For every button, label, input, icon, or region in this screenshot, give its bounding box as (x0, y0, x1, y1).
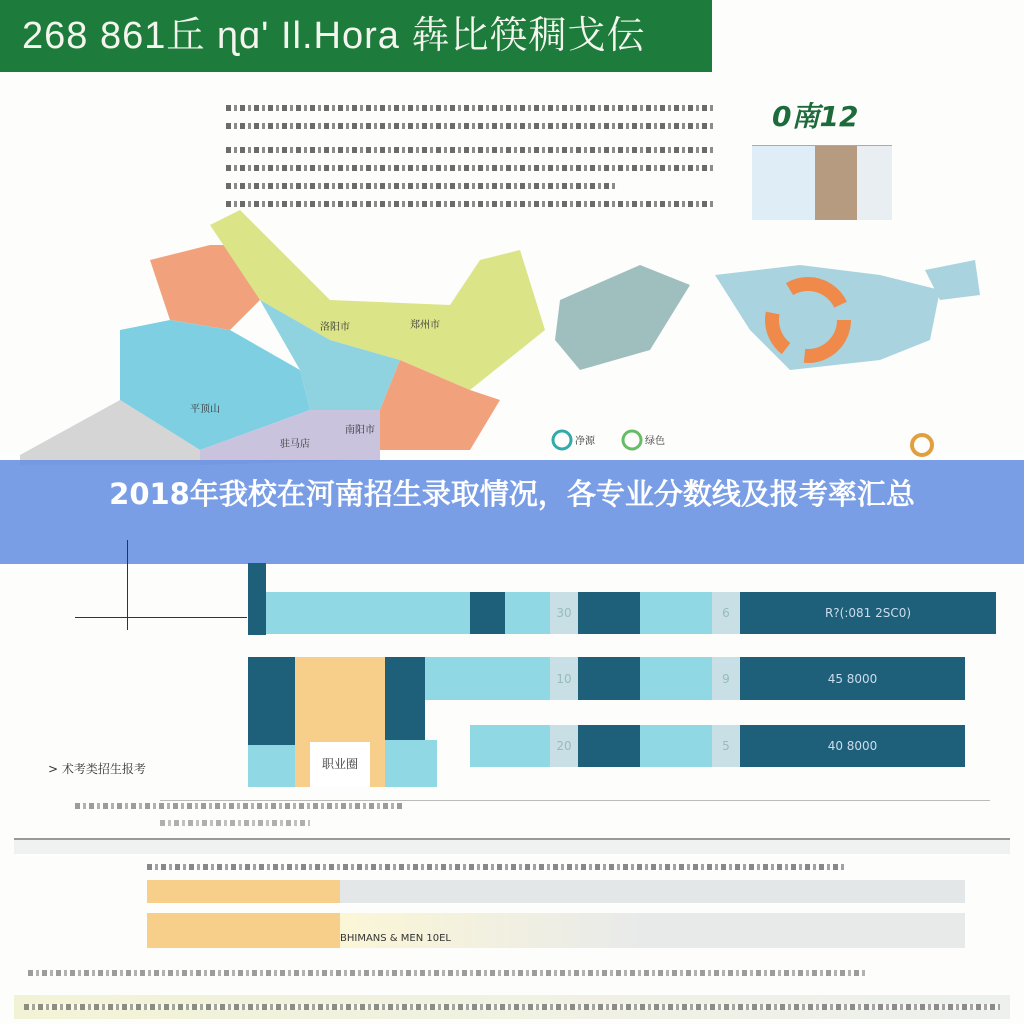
legend-icon (553, 431, 571, 449)
legend-icon (912, 435, 932, 455)
row-total: 40 8000 (740, 725, 965, 767)
chart-axis-line (127, 540, 128, 630)
logo: 0南12 (772, 100, 859, 133)
row-total: R?(:081 2SC0) (740, 592, 996, 634)
legend-label: 绿色 (645, 436, 665, 447)
header-title: 268 861丘 ɳɑ' Il.Hora 犇比筷稠戈伝 (0, 0, 712, 72)
row-text: BHIMANS & MEN 10EL (340, 933, 452, 944)
chart-row-2 (425, 657, 965, 700)
map (0, 200, 1024, 465)
text-line (147, 864, 847, 870)
chart-box-label: 职业圈 (310, 742, 370, 787)
chart-block (248, 657, 295, 745)
legend-icon (623, 431, 641, 449)
chart-axis-line (75, 617, 247, 618)
axis-line (160, 800, 990, 801)
chart-row-1 (266, 592, 996, 634)
chart-row-3 (470, 725, 965, 767)
chart-left-label: > 术考类招生报考 (48, 762, 146, 776)
chart-block (248, 745, 295, 787)
page-title-banner: 2018年我校在河南招生录取情况，各专业分数线及报考率汇总 (0, 460, 1024, 564)
row-value: 9 (712, 657, 740, 700)
row-value: 6 (712, 592, 740, 634)
chart-axis-bar (248, 563, 266, 635)
axis-ticks (75, 803, 405, 809)
axis-ticks (160, 820, 310, 826)
row-value: 30 (550, 592, 578, 634)
map-label: 南阳市 (345, 425, 375, 436)
row-value: 10 (550, 657, 578, 700)
progress-row-2 (147, 913, 965, 948)
map-label: 平顶山 (190, 404, 220, 415)
footer-strip (14, 995, 1010, 1019)
row-total: 45 8000 (740, 657, 965, 700)
footer-line (28, 970, 868, 976)
divider (14, 838, 1010, 854)
row-value: 20 (550, 725, 578, 767)
intro-text-block (226, 105, 716, 207)
region (555, 265, 690, 370)
map-label: 驻马店 (280, 439, 310, 450)
legend-label: 净源 (575, 436, 595, 447)
chart-block (385, 740, 437, 787)
map-label: 洛阳市 (320, 322, 350, 333)
chart-block (385, 657, 425, 740)
progress-row-1 (147, 880, 965, 903)
map-label: 郑州市 (410, 320, 440, 331)
row-value: 5 (712, 725, 740, 767)
